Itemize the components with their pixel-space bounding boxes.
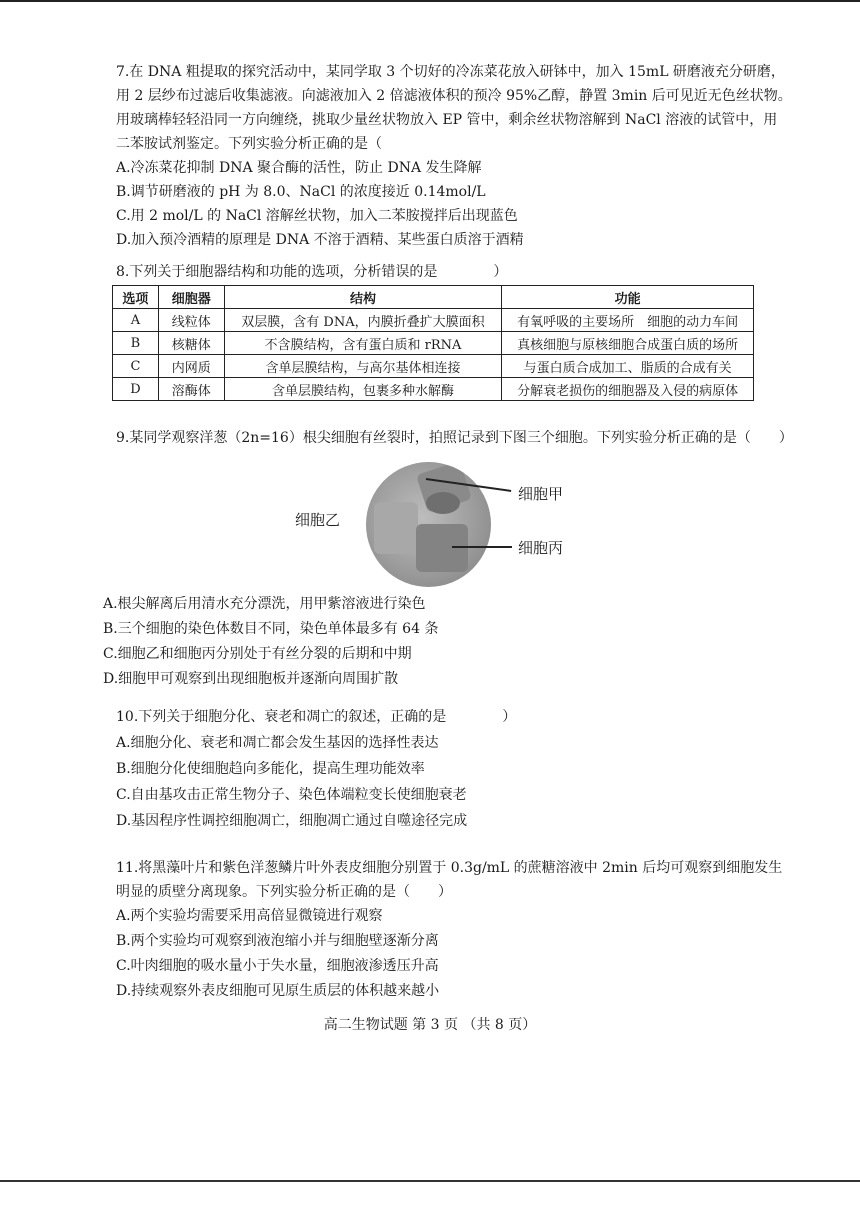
q7-option-b: B.调节研磨液的 pH 为 8.0、NaCl 的浓度接近 0.14mol/L [116, 184, 486, 200]
q11-stem-line-2: 明显的质壁分离现象。下列实验分析正确的是（ ） [116, 884, 452, 900]
cell-option: B [113, 332, 159, 355]
q7-stem-line-2: 用 2 层纱布过滤后收集滤液。向滤液加入 2 倍滤液体积的预冷 95%乙醇，静置 3min 后可见近无色丝状物。 [116, 88, 792, 104]
q10-option-c: C.自由基攻击正常生物分子、染色体端粒变长使细胞衰老 [116, 787, 467, 803]
q11-option-c: C.叶肉细胞的吸水量小于失水量，细胞液渗透压升高 [116, 958, 439, 974]
cell-function: 有氧呼吸的主要场所 细胞的动力车间 [502, 309, 754, 332]
chromosome-cluster [426, 492, 460, 514]
cell-option: A [113, 309, 159, 332]
q9-option-a: A.根尖解离后用清水充分漂洗，用甲紫溶液进行染色 [103, 596, 426, 612]
cell-bing-shape [416, 524, 468, 572]
leader-line-bing [452, 546, 512, 548]
cell-structure: 含单层膜结构，与高尔基体相连接 [224, 355, 502, 378]
table-header-row [113, 286, 754, 309]
label-cell-bing: 细胞丙 [518, 539, 564, 557]
q10-option-a: A.细胞分化、衰老和凋亡都会发生基因的选择性表达 [116, 735, 439, 751]
cell-function: 分解衰老损伤的细胞器及入侵的病原体 [502, 378, 754, 401]
cell-organelle: 溶酶体 [158, 378, 224, 401]
q11-option-a: A.两个实验均需要采用高倍显微镜进行观察 [116, 908, 383, 924]
table-row [113, 378, 754, 401]
q9-option-c: C.细胞乙和细胞丙分别处于有丝分裂的后期和中期 [103, 646, 412, 662]
q9-option-d: D.细胞甲可观察到出现细胞板并逐渐向周围扩散 [103, 671, 399, 687]
q9-option-b: B.三个细胞的染色体数目不同，染色单体最多有 64 条 [103, 621, 439, 637]
label-cell-jia: 细胞甲 [518, 485, 564, 503]
cell-function: 与蛋白质合成加工、脂质的合成有关 [502, 355, 754, 378]
cell-organelle: 内网质 [158, 355, 224, 378]
q11-stem-line-1: 11.将黑藻叶片和紫色洋葱鳞片叶外表皮细胞分别置于 0.3g/mL 的蔗糖溶液中 2min 后均可观察到细胞发生 [116, 860, 783, 876]
table-row [113, 332, 754, 355]
table-row [113, 355, 754, 378]
bottom-border [0, 1180, 860, 1182]
micrograph-image [366, 462, 491, 587]
q9-stem: 9.某同学观察洋葱（2n=16）根尖细胞有丝裂时，拍照记录到下图三个细胞。下列实验分析正确的是（ ） [116, 430, 793, 446]
q10-option-b: B.细胞分化使细胞趋向多能化，提高生理功能效率 [116, 761, 425, 777]
cell-option: D [113, 378, 159, 401]
q7-stem-line-1: 7.在 DNA 粗提取的探究活动中，某同学取 3 个切好的冷冻菜花放入研钵中，加入 15mL 研磨液充分研磨， [116, 64, 785, 80]
q8-stem: 8.下列关于细胞器结构和功能的选项，分析错误的是 ） [116, 264, 508, 280]
header-option: 选项 [113, 286, 159, 309]
header-organelle: 细胞器 [158, 286, 224, 309]
organelle-table [112, 285, 754, 401]
q7-stem-line-4: 二苯胺试剂鉴定。下列实验分析正确的是（ [116, 136, 382, 152]
header-structure: 结构 [224, 286, 502, 309]
page-footer: 高二生物试题 第 3 页 （共 8 页） [323, 1017, 537, 1033]
q10-option-d: D.基因程序性调控细胞凋亡，细胞凋亡通过自噬途径完成 [116, 813, 468, 829]
table-row [113, 309, 754, 332]
cell-yi-shape [374, 502, 418, 554]
q11-option-d: D.持续观察外表皮细胞可见原生质层的体积越来越小 [116, 983, 440, 999]
q11-option-b: B.两个实验均可观察到液泡缩小并与细胞壁逐渐分离 [116, 933, 439, 949]
cell-structure: 不含膜结构，含有蛋白质和 rRNA [224, 332, 502, 355]
q7-option-d: D.加入预冷酒精的原理是 DNA 不溶于酒精、某些蛋白质溶于酒精 [116, 232, 524, 248]
label-cell-yi: 细胞乙 [295, 511, 341, 529]
cell-function: 真核细胞与原核细胞合成蛋白质的场所 [502, 332, 754, 355]
q7-stem-line-3: 用玻璃棒轻轻沿同一方向缠绕，挑取少量丝状物放入 EP 管中，剩余丝状物溶解到 NaCl 溶液的试管中，用 [116, 112, 778, 128]
header-function: 功能 [502, 286, 754, 309]
cell-option: C [113, 355, 159, 378]
cell-structure: 含单层膜结构，包裹多种水解酶 [224, 378, 502, 401]
q7-option-a: A.冷冻菜花抑制 DNA 聚合酶的活性，防止 DNA 发生降解 [116, 160, 482, 176]
q10-stem: 10.下列关于细胞分化、衰老和凋亡的叙述，正确的是 ） [116, 709, 517, 725]
cell-structure: 双层膜，含有 DNA，内膜折叠扩大膜面积 [224, 309, 502, 332]
q7-option-c: C.用 2 mol/L 的 NaCl 溶解丝状物，加入二苯胺搅拌后出现蓝色 [116, 208, 518, 224]
cell-organelle: 核糖体 [158, 332, 224, 355]
cell-organelle: 线粒体 [158, 309, 224, 332]
